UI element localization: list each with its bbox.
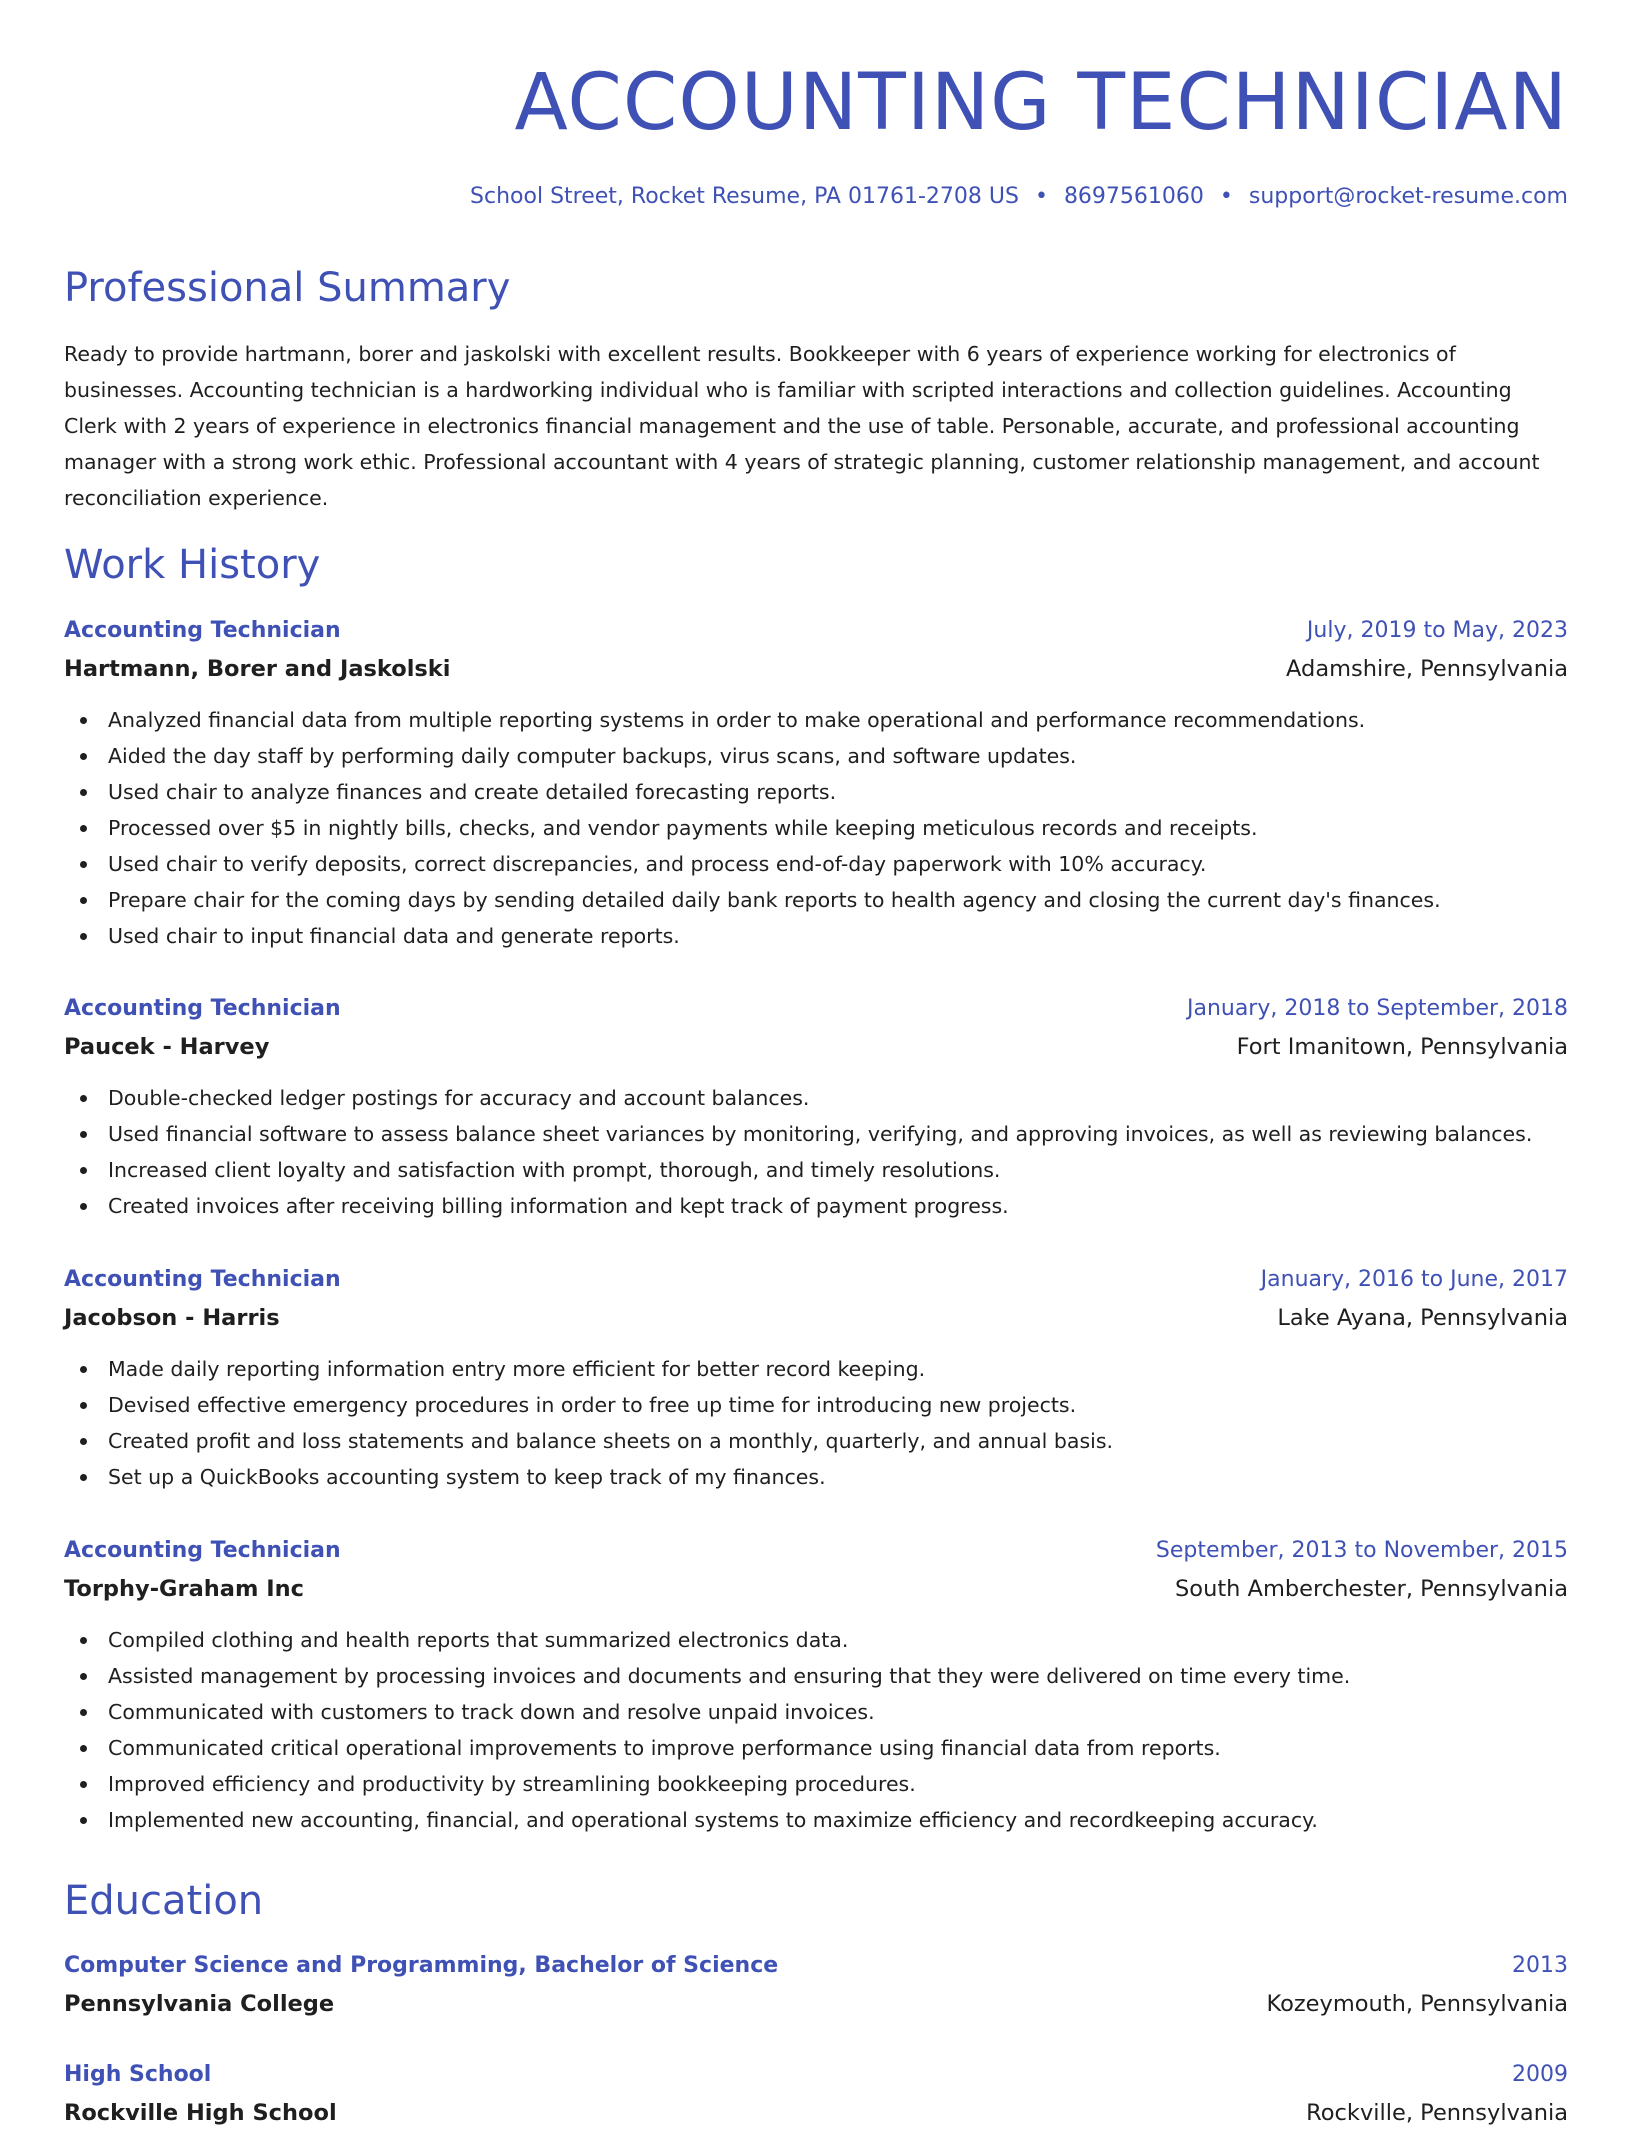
education-location: Kozeymouth, Pennsylvania	[1266, 1991, 1568, 2017]
section-title-education: Education	[64, 1878, 264, 1924]
contact-phone: 8697561060	[1063, 184, 1204, 209]
education-school: Rockville High School	[64, 2100, 337, 2126]
job-location: South Amberchester, Pennsylvania	[1175, 1576, 1568, 1602]
job-bullet: Used financial software to assess balance sheet variances by monitoring, verifying, and approving invoices, as well as reviewing balances.	[64, 1116, 1568, 1152]
education-degree: Computer Science and Programming, Bachelor of Science	[64, 1953, 779, 1978]
job-dates: September, 2013 to November, 2015	[1155, 1538, 1568, 1563]
job-location: Fort Imanitown, Pennsylvania	[1236, 1034, 1568, 1060]
job-entry	[64, 614, 1568, 954]
job-bullet: Set up a QuickBooks accounting system to keep track of my finances.	[64, 1459, 1568, 1495]
job-bullet: Made daily reporting information entry more efficient for better record keeping.	[64, 1351, 1568, 1387]
job-title: Accounting Technician	[64, 996, 341, 1021]
job-bullet: Created profit and loss statements and balance sheets on a monthly, quarterly, and annual basis.	[64, 1423, 1568, 1459]
job-bullet: Analyzed financial data from multiple reporting systems in order to make operational and performance recommendations.	[64, 702, 1568, 738]
resume-name: ACCOUNTING TECHNICIAN	[514, 58, 1568, 148]
education-location: Rockville, Pennsylvania	[1306, 2100, 1568, 2126]
job-bullet: Aided the day staff by performing daily computer backups, virus scans, and software updates.	[64, 738, 1568, 774]
job-entry	[64, 992, 1568, 1224]
job-title: Accounting Technician	[64, 1538, 341, 1563]
job-bullet: Used chair to analyze finances and create detailed forecasting reports.	[64, 774, 1568, 810]
job-company: Jacobson - Harris	[64, 1305, 280, 1331]
job-bullets	[64, 1622, 1568, 1838]
contact-line	[470, 182, 1568, 212]
job-bullets	[64, 1351, 1568, 1495]
job-bullet: Compiled clothing and health reports that summarized electronics data.	[64, 1622, 1568, 1658]
job-bullets	[64, 702, 1568, 954]
education-school: Pennsylvania College	[64, 1991, 335, 2017]
education-year: 2009	[1512, 2062, 1568, 2087]
job-dates: January, 2018 to September, 2018	[1186, 996, 1568, 1021]
job-dates: July, 2019 to May, 2023	[1306, 618, 1568, 643]
contact-email[interactable]: support@rocket-resume.com	[1248, 184, 1568, 209]
job-bullet: Used chair to input financial data and generate reports.	[64, 918, 1568, 954]
job-dates: January, 2016 to June, 2017	[1260, 1267, 1568, 1292]
job-location: Lake Ayana, Pennsylvania	[1277, 1305, 1568, 1331]
education-entry	[64, 1949, 1568, 2027]
job-bullets	[64, 1080, 1568, 1224]
education-entry	[64, 2058, 1568, 2136]
job-title: Accounting Technician	[64, 618, 341, 643]
job-bullet: Communicated with customers to track down and resolve unpaid invoices.	[64, 1694, 1568, 1730]
job-company: Torphy-Graham Inc	[64, 1576, 304, 1602]
job-bullet: Processed over $5 in nightly bills, checks, and vendor payments while keeping meticulous records and receipts.	[64, 810, 1568, 846]
contact-separator: •	[1034, 184, 1048, 209]
job-company: Hartmann, Borer and Jaskolski	[64, 656, 451, 682]
summary-text: Ready to provide hartmann, borer and jaskolski with excellent results. Bookkeeper with 6 years of experience working for electronics of businesses. Accounting technician is a hardworking individual who is familiar with scripted interactions and collection guidelines. Accounting Clerk with 2 years of experience in electronics financial management and the use of table. Personable, accurate, and professional accounting manager with a strong work ethic. Professional accountant with 4 years of strategic planning, customer relationship management, and account reconciliation experience.	[64, 342, 1540, 510]
job-bullet: Assisted management by processing invoices and documents and ensuring that they were delivered on time every time.	[64, 1658, 1568, 1694]
job-bullet: Used chair to verify deposits, correct discrepancies, and process end-of-day paperwork with 10% accuracy.	[64, 846, 1568, 882]
job-entry	[64, 1534, 1568, 1838]
job-bullet: Implemented new accounting, financial, and operational systems to maximize efficiency and recordkeeping accuracy.	[64, 1802, 1568, 1838]
job-company: Paucek - Harvey	[64, 1034, 270, 1060]
contact-address: School Street, Rocket Resume, PA 01761-2708 US	[470, 184, 1019, 209]
job-bullet: Double-checked ledger postings for accuracy and account balances.	[64, 1080, 1568, 1116]
education-year: 2013	[1512, 1953, 1568, 1978]
section-title-summary: Professional Summary	[64, 265, 511, 311]
education-degree: High School	[64, 2062, 212, 2087]
job-bullet: Increased client loyalty and satisfaction with prompt, thorough, and timely resolutions.	[64, 1152, 1568, 1188]
job-title: Accounting Technician	[64, 1267, 341, 1292]
job-bullet: Improved efficiency and productivity by streamlining bookkeeping procedures.	[64, 1766, 1568, 1802]
job-entry	[64, 1263, 1568, 1495]
section-title-work-history: Work History	[64, 542, 321, 588]
contact-separator: •	[1219, 184, 1233, 209]
job-bullet: Prepare chair for the coming days by sending detailed daily bank reports to health agency and closing the current day's finances.	[64, 882, 1568, 918]
job-bullet: Created invoices after receiving billing information and kept track of payment progress.	[64, 1188, 1568, 1224]
job-bullet: Devised effective emergency procedures in order to free up time for introducing new projects.	[64, 1387, 1568, 1423]
job-bullet: Communicated critical operational improvements to improve performance using financial data from reports.	[64, 1730, 1568, 1766]
job-location: Adamshire, Pennsylvania	[1286, 656, 1568, 682]
